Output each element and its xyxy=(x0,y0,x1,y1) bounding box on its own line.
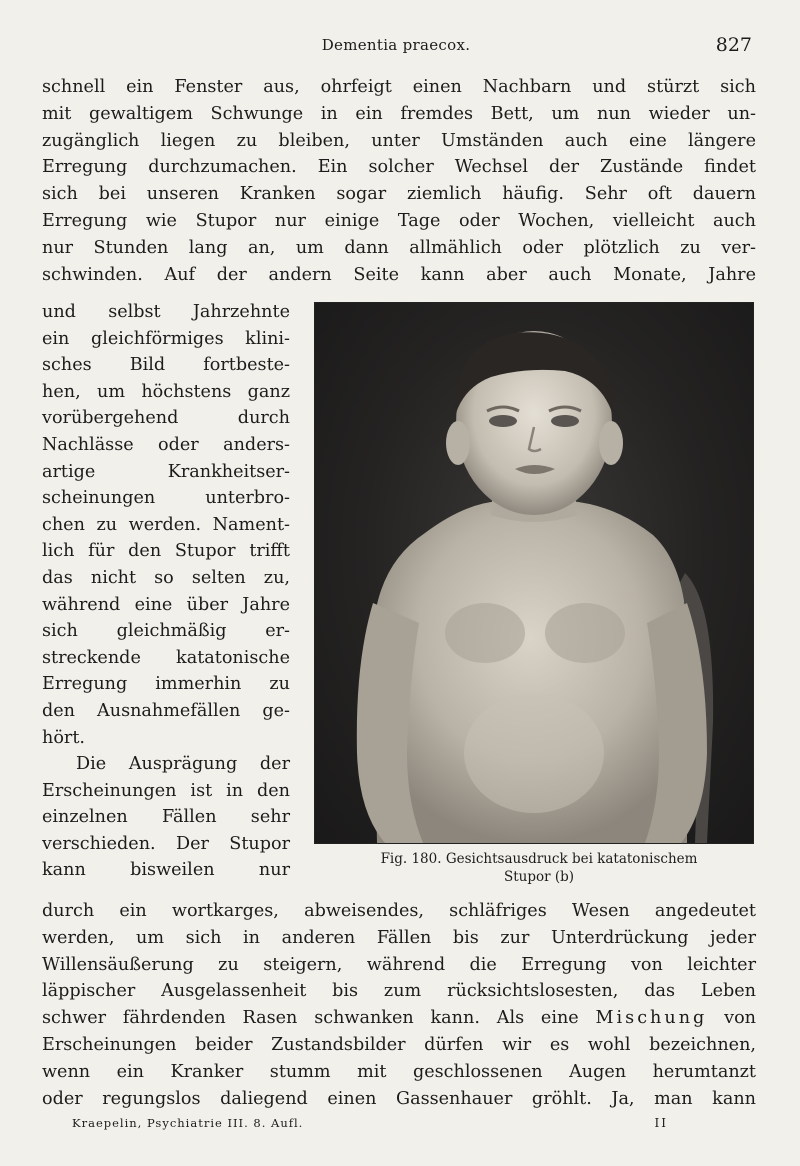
page-footer xyxy=(72,1116,668,1136)
text-line: chen zu werden. Nament- xyxy=(42,514,290,535)
text-line: scheinungen unterbro- xyxy=(42,488,290,509)
paragraph-bottom xyxy=(42,898,756,1112)
figure-caption xyxy=(326,850,752,886)
child-portrait-illustration xyxy=(315,303,753,843)
text-line: hört. xyxy=(42,727,85,748)
signature-mark: II xyxy=(654,1116,668,1130)
text-line: nur Stunden lang an, um dann allmählich oder plötzlich zu ver- xyxy=(42,237,756,258)
text-line: Erregung wie Stupor nur einige Tage oder Wochen, vielleicht auch xyxy=(42,210,756,231)
text-line: Die Ausprägung der xyxy=(76,754,290,775)
text-line: schnell ein Fenster aus, ohrfeigt einen Nachbarn und stürzt sich xyxy=(42,77,756,97)
text-line: schwinden. Auf der andern Seite kann aber auch Monate, Jahre xyxy=(42,264,756,285)
running-title: Dementia praecox. xyxy=(321,36,471,54)
text-column-beside-figure xyxy=(42,299,290,884)
figure-photograph xyxy=(314,302,754,844)
text-line: den Ausnahmefällen ge- xyxy=(42,700,290,721)
text-line: mit gewaltigem Schwunge in ein fremdes Bett, um nun wieder un- xyxy=(42,103,756,124)
text-line: Erregung immerhin zu xyxy=(42,674,290,695)
text-line: verschieden. Der Stupor xyxy=(42,833,290,854)
text-line: lich für den Stupor trifft xyxy=(42,541,290,562)
text-line: sich bei unseren Kranken sogar ziemlich häufig. Sehr oft dauern xyxy=(42,184,756,205)
text-line: zugänglich liegen zu bleiben, unter Umständen auch eine längere xyxy=(42,130,756,151)
paragraph-top xyxy=(42,74,756,288)
text-line: Willensäußerung zu steigern, während die Erregung von leichter xyxy=(42,954,756,975)
text-line: sches Bild fortbeste- xyxy=(42,355,290,376)
caption-line: Fig. 180. Gesichtsausdruck bei katatonischem xyxy=(380,851,698,867)
text-line: werden, um sich in anderen Fällen bis zur Unterdrückung jeder xyxy=(42,927,756,948)
text-line: läppischer Ausgelassenheit bis zum rücksichtslosesten, das Leben xyxy=(42,981,756,1002)
text-fragment: schwer fährdenden Rasen schwanken kann. Als eine xyxy=(42,1008,579,1029)
text-line-with-emphasis xyxy=(42,1005,756,1032)
text-line: Erscheinungen beider Zustandsbilder dürfen wir es wohl bezeichnen, xyxy=(42,1034,756,1055)
text-line: Erscheinungen ist in den xyxy=(42,780,290,801)
text-line: oder regungslos daliegend einen Gassenhauer gröhlt. Ja, man kann xyxy=(42,1088,756,1109)
emphasized-word: Mischung xyxy=(595,1008,708,1029)
text-line: Nachlässe oder anders- xyxy=(42,434,290,455)
text-line: streckende katatonische xyxy=(42,647,290,668)
text-line: durch ein wortkarges, abweisendes, schläfriges Wesen angedeutet xyxy=(42,901,756,921)
text-line: und selbst Jahrzehnte xyxy=(42,302,290,322)
text-line: Erregung durchzumachen. Ein solcher Wechsel der Zustände findet xyxy=(42,157,756,178)
text-line: sich gleichmäßig er- xyxy=(42,621,290,642)
text-line: vorübergehend durch xyxy=(42,408,290,429)
text-line: wenn ein Kranker stumm mit geschlossenen Augen herumtanzt xyxy=(42,1061,756,1082)
text-line: während eine über Jahre xyxy=(42,594,290,615)
text-line: einzelnen Fällen sehr xyxy=(42,807,290,828)
text-line: artige Krankheitser- xyxy=(42,461,290,482)
text-line: ein gleichförmiges klini- xyxy=(42,328,290,349)
page-number: 827 xyxy=(715,34,752,56)
text-line: das nicht so selten zu, xyxy=(42,567,290,588)
text-line: kann bisweilen nur xyxy=(42,860,290,881)
caption-line: Stupor (b) xyxy=(503,869,575,885)
footer-citation: Kraepelin, Psychiatrie III. 8. Aufl. xyxy=(72,1116,304,1130)
text-line: hen, um höchstens ganz xyxy=(42,381,290,402)
text-fragment: von xyxy=(724,1008,757,1029)
running-header xyxy=(40,34,752,60)
